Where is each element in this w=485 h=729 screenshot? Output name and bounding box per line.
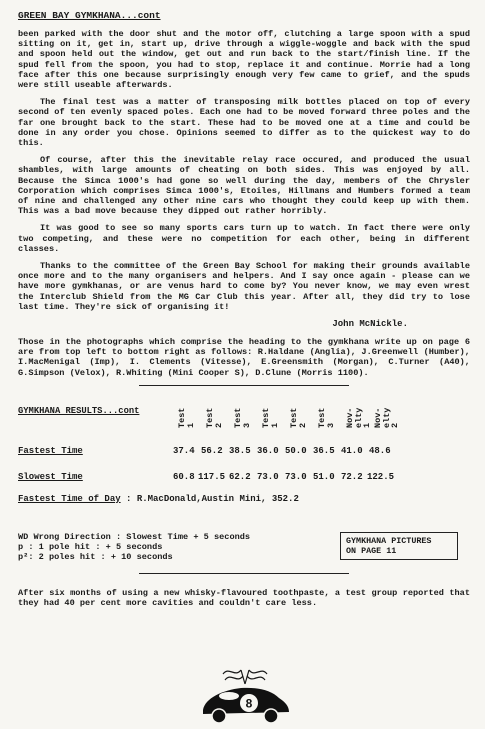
signature: John McNickle. [332,319,408,330]
page-header: GREEN BAY GYMKHANA...cont [18,10,161,21]
fastest-of-day [18,494,299,504]
table-cell: 117.5 [198,471,226,482]
column-header: Test 1 [177,407,196,428]
table-cell: 50.0 [285,445,307,456]
table-cell: 73.0 [257,471,279,482]
column-header: Test 2 [289,407,308,428]
divider [139,385,349,386]
results-title: GYMKHANA RESULTS...cont [18,405,140,416]
paragraph-2: The final test was a matter of transposing milk bottles placed on top of every second of ten evenly spaced poles. Each one had to be moved forward three poles and the far one brought back to the start. These had to be moved one at a time and could be done in any order you chose. Opinions seemed to differ as to the quickest way to do this. [18,97,470,149]
table-cell: 37.4 [173,445,195,456]
paragraph-5: Thanks to the committee of the Green Bay School for making their grounds available once more and to the many organisers and helpers. And I say once again - please can we have more gymkhanas, or are venus hard to come by? You never know, we may even wrest the Interclub Shield from the MG Car Club this year. After all, they did try to lose last time. They're sick of organising it! [18,261,470,312]
table-cell: 38.5 [229,445,251,456]
note-line: p : 1 pole hit : + 5 seconds [18,542,163,553]
table-cell: 51.0 [313,471,335,482]
closing-joke: After six months of using a new whisky-flavoured toothpaste, a test group reported that they had 40 per cent more cavities and couldn't care less. [18,587,470,608]
paragraph-4: It was good to see so many sports cars turn up to watch. In fact there were only two competing, and these were no competition for each other, being in different classes. [18,223,470,254]
column-header: Test 2 [205,407,224,428]
fastest-of-day-value: : R.MacDonald,Austin Mini, 352.2 [126,493,299,504]
table-cell: 36.5 [313,445,335,456]
photo-caption: Those in the photographs which comprise the heading to the gymkhana write up on page 6 are from top left to bottom right as follows: R.Haldane (Anglia), J.Greenwell (Humber), I.MacMenigal (Imp), I. Clements (Vitesse), E.Greensmith (Morgan), C.Turner (A40), G.Simpson (Velox), R.Whiting (Mini Cooper S), D.Clune (Morris 1100). [18,337,470,378]
column-header: Test 3 [317,407,336,428]
penalty-notes [18,532,470,563]
table-cell: 41.0 [341,445,363,456]
race-car-illustration [195,660,295,726]
column-header: Test 1 [261,407,280,428]
paragraph-3: Of course, after this the inevitable relay race occured, and produced the usual shambles, with large amounts of cheating on both sides. This was enjoyed by all. Because the Simca 1000's had gone so well during the day, members of the Chrysler Corporation which comprises Simca 1000's, Etoiles, Hillmans and Humbers formed a team of nine and challenged any other nine cars who thought they could keep up with them. This was a bad move because they dipped out rather horribly. [18,155,470,217]
row-label-slowest: Slowest Time [18,471,83,482]
note-line: WD Wrong Direction : Slowest Time + 5 seconds [18,531,251,542]
table-cell: 122.5 [367,471,395,482]
table-cell: 48.6 [369,445,391,456]
table-cell: 73.0 [285,471,307,482]
note-line: p²: 2 poles hit : + 10 seconds [18,552,173,563]
table-cell: 60.8 [173,471,195,482]
pictures-box [340,532,458,560]
column-header: Test 3 [233,407,252,428]
column-header: Nov- elty 2 [373,407,400,428]
table-cell: 62.2 [229,471,251,482]
results-table [18,396,470,530]
table-cell: 36.0 [257,445,279,456]
car-number: 8 [245,696,253,711]
row-label-fastest: Fastest Time [18,445,83,456]
document-page [18,10,470,615]
pictures-box-line: ON PAGE 11 [346,545,397,556]
chequered-flags-icon [223,670,267,684]
pictures-box-line: GYMKHANA PICTURES [346,535,432,546]
column-header: Nov- elty 1 [345,407,372,428]
divider [139,573,349,574]
paragraph-1: been parked with the door shut and the motor off, clutching a large spoon with a spud sitting on it, get in, start up, drive through a wiggle-woggle and back with the spud and spoon held out the window, get out and run back to the start/finish line. If the spud fell from the spoon, you had to stop, replace it and continue. Morrie had a long face after this one because surprisingly enough very few came to grief, and the spuds were still useable afterwards. [18,29,470,91]
table-cell: 72.2 [341,471,363,482]
fastest-of-day-label: Fastest Time of Day [18,493,121,504]
table-cell: 56.2 [201,445,223,456]
